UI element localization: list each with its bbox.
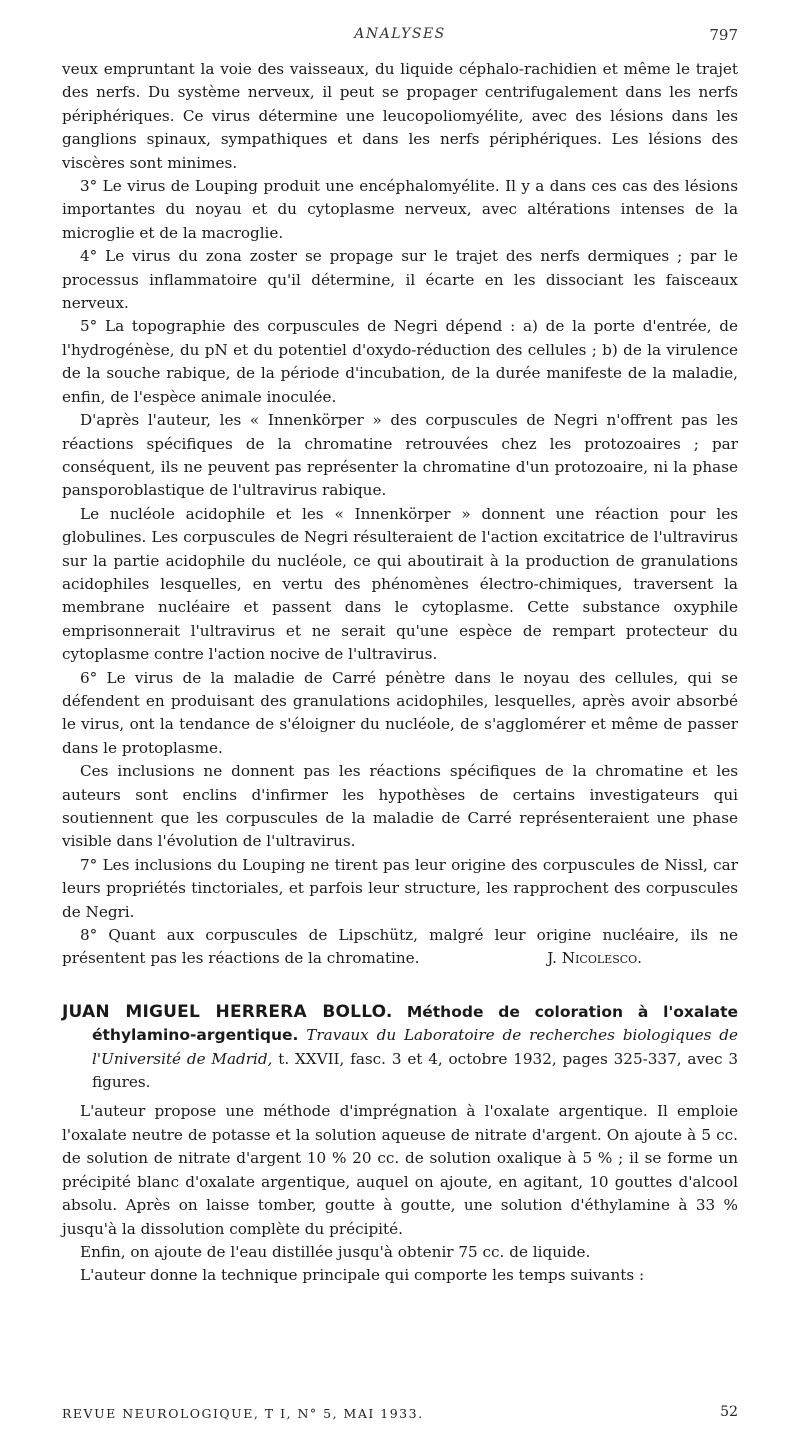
running-title: ANALYSES xyxy=(354,26,446,42)
paragraph: 4° Le virus du zona zoster se propage sur le trajet des nerfs dermiques ; par le processus inflammatoire qu'il détermine, il écarte en les dissociant les faisceaux nerveux. xyxy=(62,247,738,313)
paragraph: D'après l'auteur, les « Innenkörper » des corpuscules de Negri n'offrent pas les réactions spécifiques de la chromatine retrouvées chez les protozoaires ; par conséquent, ils ne peuvent pas représenter la chromatine d'un protozoaire, ni la phase pansporoblastique de l'ultravirus rabique. xyxy=(62,411,738,500)
paragraph: 6° Le virus de la maladie de Carré pénètre dans le noyau des cellules, qui se défendent en produisant des granulations acidophiles, lesquelles, après avoir absorbé le virus, ont la tendance de s'éloigner du nucléole, de s'agglomérer et même de passer dans le protoplasme. xyxy=(62,668,738,757)
footer-journal: REVUE NEUROLOGIQUE, T I, N° 5, MAI 1933. xyxy=(62,1406,424,1421)
analysis-source-details: t. XXVII, fasc. 3 et 4, octobre 1932, pages 325-337, avec 3 figures. xyxy=(92,1049,738,1092)
paragraph: 3° Le virus de Louping produit une encéphalomyélite. Il y a dans ces cas des lésions importantes du noyau et du cytoplasme nerveux, avec altérations intenses de la microglie et de la macroglie. xyxy=(62,177,738,242)
page xyxy=(62,26,738,1288)
analysis-body xyxy=(62,1100,738,1287)
paragraph: L'auteur propose une méthode d'imprégnation à l'oxalate argentique. Il emploie l'oxalate neutre de potasse et la solution aqueuse de nitrate d'argent. On ajoute à 5 cc. de solution de nitrate d'argent 10 % 20 cc. de solution oxalique à 5 % ; il se forme un précipité blanc d'oxalate argentique, auquel on ajoute, en agitant, 10 gouttes d'alcool absolu. Après on laisse tomber, goutte à goutte, une solution d'éthylamine à 33 % jusqu'à la dissolution complète du précipité. xyxy=(62,1102,738,1238)
paragraph: L'auteur donne la technique principale qui comporte les temps suivants : xyxy=(80,1266,645,1285)
page-number: 797 xyxy=(709,26,738,44)
paragraph: veux empruntant la voie des vaisseaux, du liquide céphalo-rachidien et même le trajet des nerfs. Du système nerveux, il peut se propager centrifugalement dans les nerfs périphériques. Ce virus détermine une leucopoliomyélite, avec des lésions dans les ganglions spinaux, sympathiques et dans les nerfs périphériques. Les lésions des viscères sont minimes. xyxy=(62,60,738,172)
paragraph: 7° Les inclusions du Louping ne tirent pas leur origine des corpuscules de Nissl, car leurs propriétés tinctoriales, et parfois leur structure, les rapprochent des corpuscules de Negri. xyxy=(62,855,738,921)
sheet-number: 52 xyxy=(720,1404,738,1420)
last-paragraph-text: 8° Quant aux corpuscules de Lipschütz, malgré leur origine nucléaire, ils ne présentent pas les réactions de la chromatine. xyxy=(62,926,738,968)
review-body xyxy=(62,58,738,971)
last-paragraph xyxy=(62,924,738,971)
analysis-source-journal: Travaux du Laboratoire de recherches biologiques de l'Université de Madrid, xyxy=(92,1026,738,1068)
paragraph: Ces inclusions ne donnent pas les réactions spécifiques de la chromatine et les auteurs sont enclins d'infirmer les hypothèses de certains investigateurs qui soutiennent que les corpuscules de la maladie de Carré représenteraient une phase visible dans l'évolution de l'ultravirus. xyxy=(62,762,738,851)
paragraph: Enfin, on ajoute de l'eau distillée jusqu'à obtenir 75 cc. de liquide. xyxy=(80,1242,591,1261)
paragraph: 5° La topographie des corpuscules de Negri dépend : a) de la porte d'entrée, de l'hydrogénèse, du pN et du potentiel d'oxydo-réduction des cellules ; b) de la virulence de la souche rabique, de la période d'incubation, de la durée manifeste de la maladie, enfin, de l'espèce animale inoculée. xyxy=(62,317,738,406)
reviewer-signature: J. Nicolesco. xyxy=(547,949,642,968)
page-footer xyxy=(62,1404,738,1426)
analysis-title: Méthode de coloration à l'oxalate éthylamino-argentique. xyxy=(92,1002,738,1045)
analysis-author: JUAN MIGUEL HERRERA BOLLO. xyxy=(62,1001,393,1022)
paragraph: Le nucléole acidophile et les « Innenkörper » donnent une réaction pour les globulines. Les corpuscules de Negri résulteraient de l'action excitatrice de l'ultravirus sur la partie acidophile du nucléole, ce qui aboutirait à la production de granulations acidophiles lesquelles, en vertu des phénomènes électro-chimiques, traversent la membrane nucléaire et passent dans le cytoplasme. Cette substance oxyphile emprisonnerait l'ultravirus et ne serait qu'une espèce de rempart protecteur du cytoplasme contre l'action nocive de l'ultravirus. xyxy=(62,504,738,664)
running-header xyxy=(62,26,738,48)
analysis-heading xyxy=(62,1001,738,1095)
